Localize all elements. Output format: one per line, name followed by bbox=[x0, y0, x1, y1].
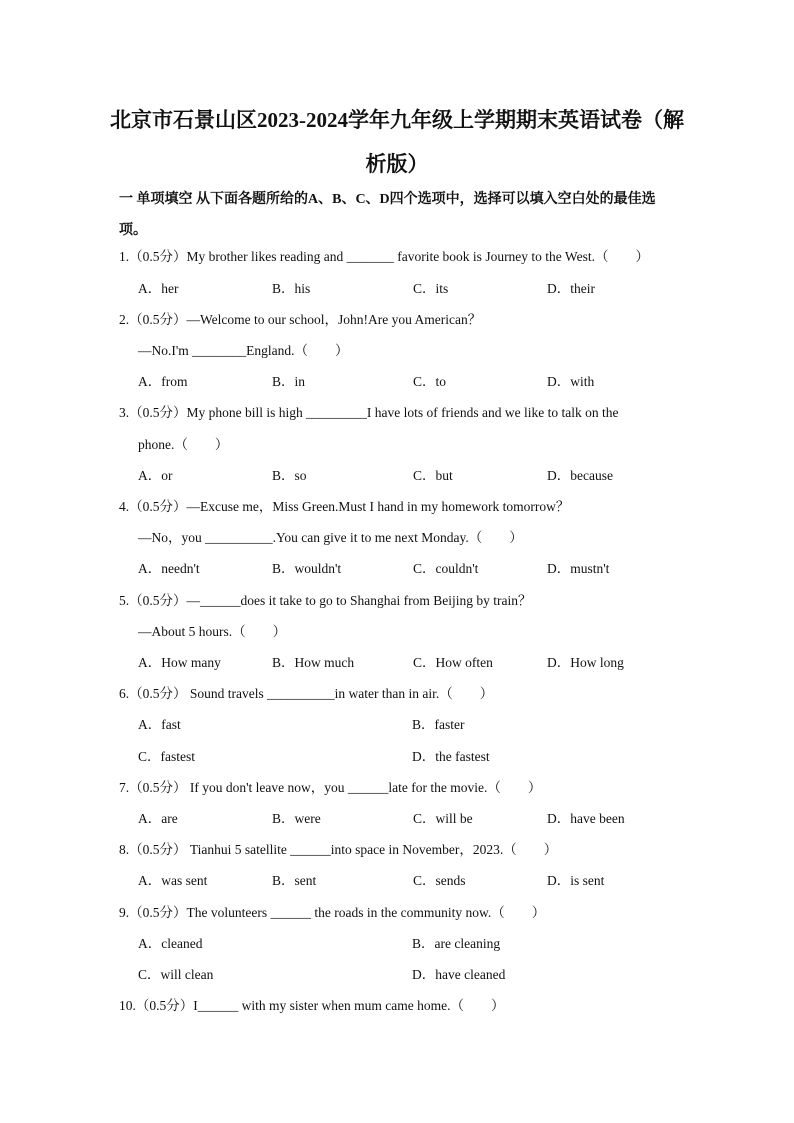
question-1-option-a[interactable]: A．her bbox=[138, 281, 179, 296]
question-9-option-c[interactable]: C．will clean bbox=[138, 967, 214, 982]
question-2-option-a[interactable]: A．from bbox=[138, 374, 188, 389]
question-5-stem: 5.（0.5分）—______does it take to go to Shanghai from Beijing by train？ bbox=[119, 593, 532, 608]
question-9-stem: 9.（0.5分）The volunteers ______ the roads in the community now.（ ） bbox=[119, 905, 546, 920]
question-1-stem: 1.（0.5分）My brother likes reading and _______ favorite book is Journey to the West.（ ） bbox=[119, 249, 649, 264]
question-3-option-c[interactable]: C．but bbox=[413, 468, 453, 483]
question-4-option-c[interactable]: C．couldn't bbox=[413, 561, 479, 576]
question-1-option-c[interactable]: C．its bbox=[413, 281, 449, 296]
question-4-stem-cont: —No，you __________.You can give it to me next Monday.（ ） bbox=[138, 530, 523, 545]
question-10-stem: 10.（0.5分）I______ with my sister when mum came home.（ ） bbox=[119, 998, 505, 1013]
question-7-option-a[interactable]: A．are bbox=[138, 811, 178, 826]
question-2-stem: 2.（0.5分）—Welcome to our school，John!Are you American？ bbox=[119, 312, 482, 327]
question-3-stem-cont: phone.（ ） bbox=[138, 437, 229, 452]
question-6-stem: 6.（0.5分） Sound travels __________in water than in air.（ ） bbox=[119, 686, 494, 701]
question-7-stem: 7.（0.5分） If you don't leave now，you ______late for the movie.（ ） bbox=[119, 780, 542, 795]
question-8-option-d[interactable]: D．is sent bbox=[547, 873, 605, 888]
question-6-option-a[interactable]: A．fast bbox=[138, 717, 181, 732]
question-1-option-b[interactable]: B．his bbox=[272, 281, 311, 296]
question-4-option-b[interactable]: B．wouldn't bbox=[272, 561, 342, 576]
question-8-option-c[interactable]: C．sends bbox=[413, 873, 466, 888]
question-9-option-a[interactable]: A．cleaned bbox=[138, 936, 203, 951]
question-2-stem-cont: —No.I'm ________England.（ ） bbox=[138, 343, 349, 358]
question-6-option-d[interactable]: D．the fastest bbox=[412, 749, 490, 764]
question-9-option-d[interactable]: D．have cleaned bbox=[412, 967, 506, 982]
question-8-option-b[interactable]: B．sent bbox=[272, 873, 317, 888]
section-heading: 一 单项填空 从下面各题所给的A、B、C、D四个选项中，选择可以填入空白处的最佳选项。 bbox=[119, 192, 656, 238]
question-3-stem: 3.（0.5分）My phone bill is high _________I have lots of friends and we like to talk on the bbox=[119, 405, 619, 420]
question-5-stem-cont: —About 5 hours.（ ） bbox=[138, 624, 287, 639]
question-3-option-b[interactable]: B．so bbox=[272, 468, 307, 483]
question-5-option-b[interactable]: B．How much bbox=[272, 655, 355, 670]
question-1-option-d[interactable]: D．their bbox=[547, 281, 595, 296]
question-7-option-c[interactable]: C．will be bbox=[413, 811, 473, 826]
question-5-option-c[interactable]: C．How often bbox=[413, 655, 493, 670]
question-3-option-d[interactable]: D．because bbox=[547, 468, 613, 483]
question-6-option-c[interactable]: C．fastest bbox=[138, 749, 195, 764]
question-9-option-b[interactable]: B．are cleaning bbox=[412, 936, 501, 951]
question-7-option-d[interactable]: D．have been bbox=[547, 811, 625, 826]
question-4-stem: 4.（0.5分）—Excuse me，Miss Green.Must I hand in my homework tomorrow？ bbox=[119, 499, 570, 514]
question-2-option-c[interactable]: C．to bbox=[413, 374, 447, 389]
question-8-stem: 8.（0.5分） Tianhui 5 satellite ______into space in November，2023.（ ） bbox=[119, 842, 558, 857]
question-8-option-a[interactable]: A．was sent bbox=[138, 873, 208, 888]
question-2-option-d[interactable]: D．with bbox=[547, 374, 595, 389]
question-4-option-a[interactable]: A．needn't bbox=[138, 561, 200, 576]
question-6-option-b[interactable]: B．faster bbox=[412, 717, 465, 732]
question-3-option-a[interactable]: A．or bbox=[138, 468, 173, 483]
question-5-option-a[interactable]: A．How many bbox=[138, 655, 221, 670]
question-2-option-b[interactable]: B．in bbox=[272, 374, 306, 389]
question-4-option-d[interactable]: D．mustn't bbox=[547, 561, 610, 576]
question-7-option-b[interactable]: B．were bbox=[272, 811, 321, 826]
question-5-option-d[interactable]: D．How long bbox=[547, 655, 624, 670]
page-title: 北京市石景山区2023-2024学年九年级上学期期末英语试卷（解析版） bbox=[110, 108, 684, 176]
